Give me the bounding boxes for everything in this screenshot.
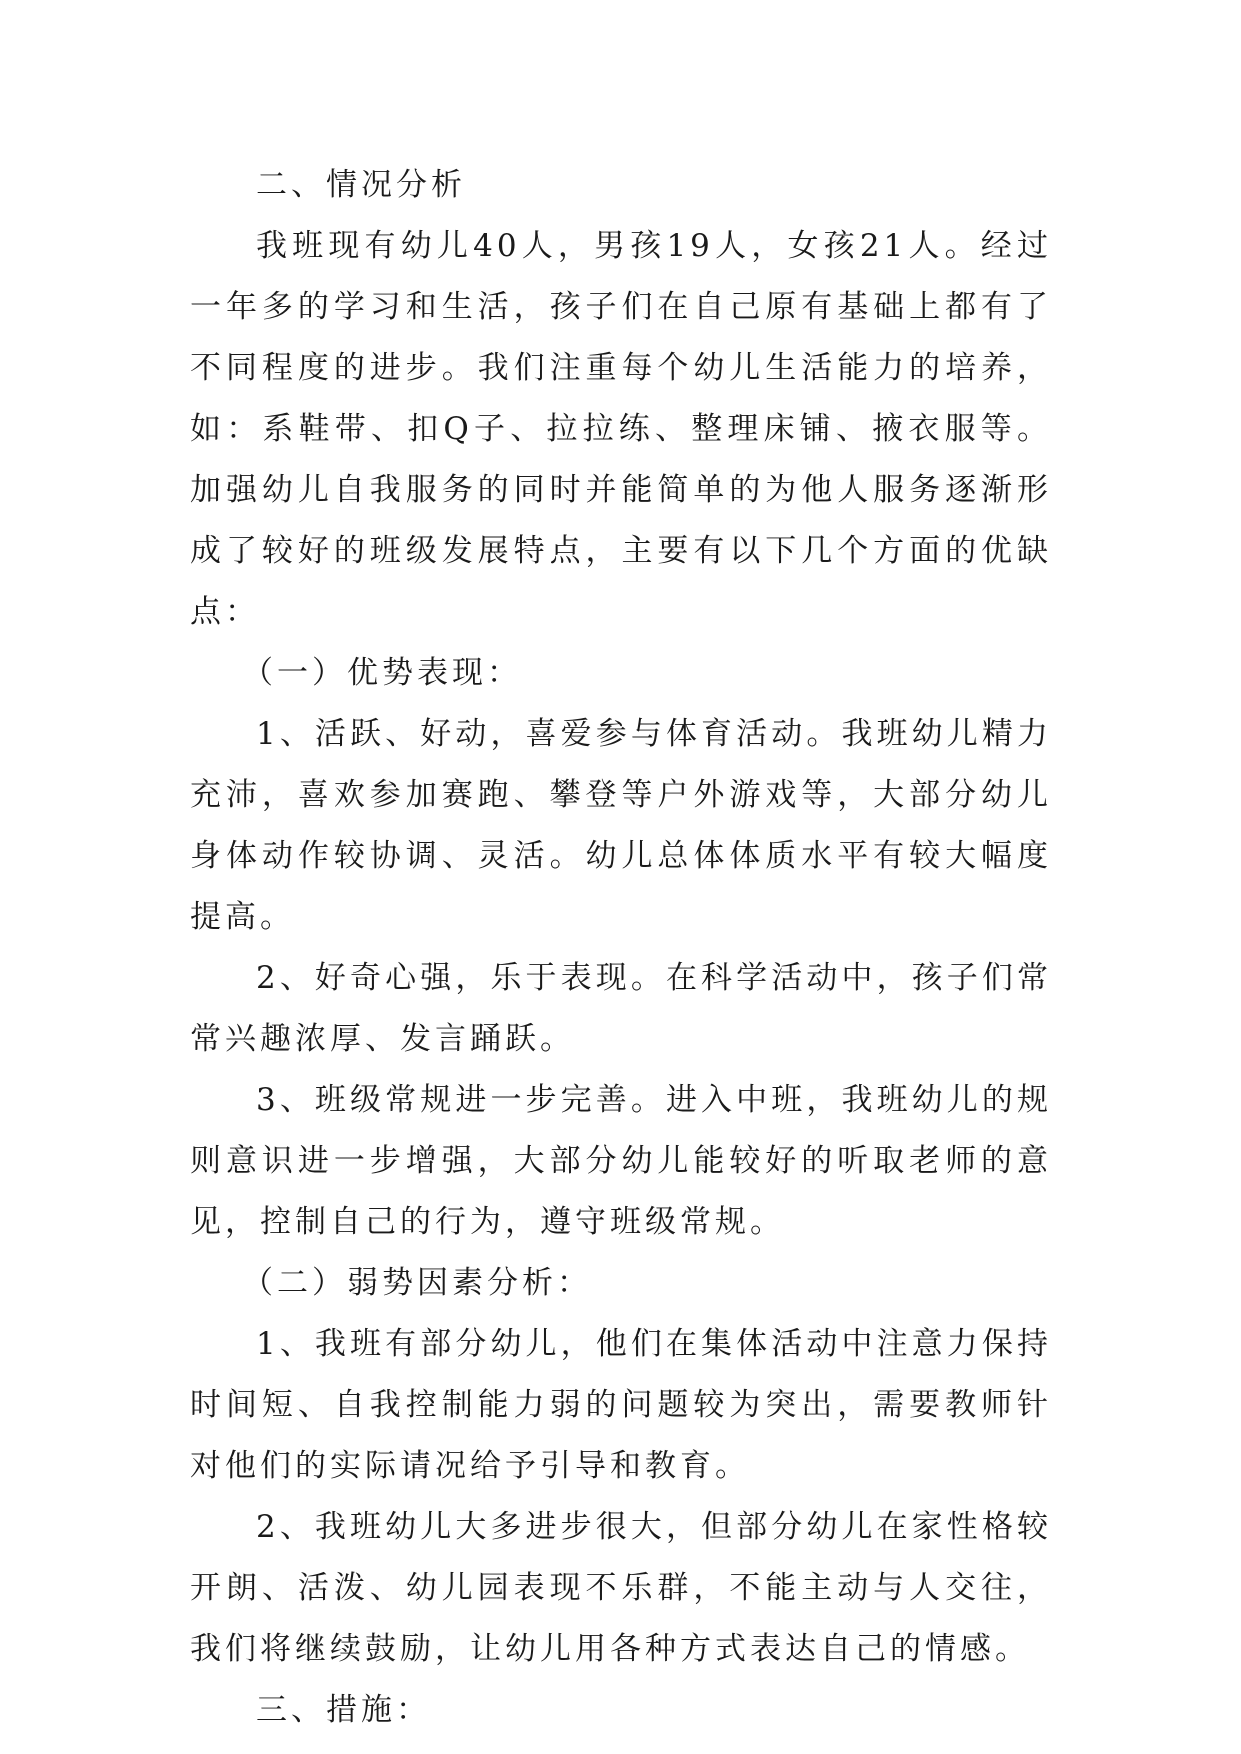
strength-item-2: 2、好奇心强，乐于表现。在科学活动中，孩子们常常兴趣浓厚、发言踊跃。 <box>190 960 1052 1057</box>
strength-item-3: 3、班级常规进一步完善。进入中班，我班幼儿的规则意识进一步增强，大部分幼儿能较好的听取老师的意见，控制自己的行为，遵守班级常规。 <box>190 1082 1052 1240</box>
weakness-item-2: 2、我班幼儿大多进步很大，但部分幼儿在家性格较开朗、活泼、幼儿园表现不乐群，不能主动与人交往，我们将继续鼓励，让幼儿用各种方式表达自己的情感。 <box>190 1509 1052 1667</box>
section-heading-measures: 三、措施： <box>256 1692 431 1728</box>
weakness-item-1: 1、我班有部分幼儿，他们在集体活动中注意力保持时间短、自我控制能力弱的问题较为突出，需要教师针对他们的实际请况给予引导和教育。 <box>190 1326 1052 1484</box>
subheading-weaknesses: （二）弱势因素分析： <box>242 1265 592 1301</box>
document-page <box>190 155 1052 1741</box>
subheading-strengths: （一）优势表现： <box>242 655 522 691</box>
strength-item-1: 1、活跃、好动，喜爱参与体育活动。我班幼儿精力充沛，喜欢参加赛跑、攀登等户外游戏等，大部分幼儿身体动作较协调、灵活。幼儿总体体质水平有较大幅度提高。 <box>190 716 1052 935</box>
class-overview-paragraph: 我班现有幼儿40人，男孩19人，女孩21人。经过一年多的学习和生活，孩子们在自己原有基础上都有了不同程度的进步。我们注重每个幼儿生活能力的培养，如：系鞋带、扣Q子、拉拉练、整理床铺、掖衣服等。加强幼儿自我服务的同时并能简单的为他人服务逐渐形成了较好的班级发展特点，主要有以下几个方面的优缺点： <box>190 228 1052 630</box>
section-heading-situation-analysis: 二、情况分析 <box>256 167 466 203</box>
